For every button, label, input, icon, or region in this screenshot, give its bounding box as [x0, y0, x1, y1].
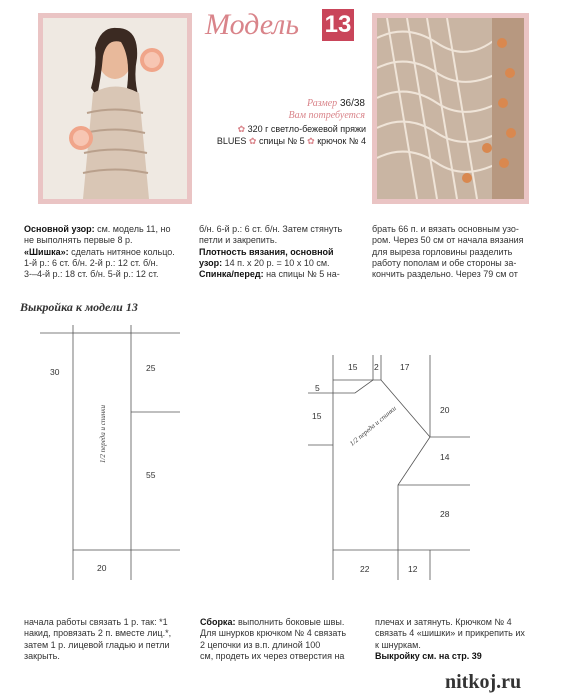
- dim-left-55: 55: [146, 470, 156, 480]
- flower-icon: ✿: [237, 124, 246, 134]
- text-line: не выполнять первые 8 р.: [24, 235, 133, 246]
- text-line: Сборка: выполнить боковые швы.: [200, 617, 345, 627]
- dim-right-22: 22: [360, 564, 370, 574]
- text-line: для выреза горловины разделить: [372, 246, 513, 257]
- text-line: см, продеть их через отверстия на: [200, 650, 345, 661]
- text-line: Выкройку см. на стр. 39: [375, 650, 482, 661]
- text-line: связать 4 «шишки» и прикрепить их: [375, 628, 525, 639]
- dim-right-28: 28: [440, 509, 450, 519]
- dim-left-20: 20: [97, 563, 107, 573]
- text-line: узор: 14 п. х 20 р. = 10 х 10 см.: [199, 257, 330, 268]
- text-line: закрыть.: [24, 650, 60, 661]
- text-line: Спинка/перед: на спицы № 5 на-: [199, 269, 340, 280]
- text-line: начала работы связать 1 р. так: *1: [24, 617, 168, 627]
- dim-left-30: 30: [50, 367, 60, 377]
- dim-right-12: 12: [408, 564, 418, 574]
- watermark: nitkoj.ru: [445, 671, 522, 693]
- text-line: плечах и затянуть. Крючком № 4: [375, 617, 512, 627]
- dim-right-5: 5: [315, 383, 320, 393]
- dim-right-15-left: 15: [312, 411, 322, 421]
- pattern-left-label: 1/2 переда и спинки: [99, 404, 107, 464]
- size-label: Размер: [306, 98, 338, 109]
- needs-label: Вам потребуется: [288, 110, 365, 121]
- text-line: работу пополам и обе стороны за-: [372, 257, 517, 268]
- text-line: затем 1 р. лицевой гладью и петли: [24, 639, 170, 650]
- flower-icon: ✿: [307, 136, 315, 146]
- pattern-shape-poly: [333, 380, 430, 550]
- text-line: 1-й р.: 6 ст. б/н. 2-й р.: 12 ст. б/н.: [24, 257, 159, 268]
- text-line: ром. Через 50 см от начала вязания: [372, 235, 524, 246]
- dim-right-20: 20: [440, 405, 450, 415]
- text-line: Для шнурков крючком № 4 связать: [200, 628, 347, 639]
- flower-icon: ✿: [248, 136, 257, 146]
- dim-left-25: 25: [146, 363, 156, 373]
- dim-right-15-top: 15: [348, 362, 358, 372]
- bottom-column-2: [200, 617, 365, 662]
- text-line: петли и закрепить.: [199, 235, 278, 246]
- pattern-right-label: 1/2 переда и спинки: [348, 404, 398, 448]
- text-line: Основной узор: см. модель 11, но: [24, 224, 171, 234]
- model-title-text: Модель: [205, 8, 300, 41]
- dim-right-2: 2: [374, 362, 379, 372]
- bottom-column-3: [375, 617, 540, 662]
- hook-text: крючок № 4: [317, 136, 366, 146]
- text-line: «Шишка»: сделать нитяное кольцо.: [24, 246, 175, 257]
- text-line: Плотность вязания, основной: [199, 246, 334, 257]
- text-line: б/н. 6-й р.: 6 ст. б/н. Затем стянуть: [199, 224, 343, 234]
- text-line: брать 66 п. и вязать основным узо-: [372, 224, 519, 234]
- text-line: к шнуркам.: [375, 639, 421, 650]
- text-line: 3-–4-й р.: 18 ст. б/н. 5-й р.: 12 ст.: [24, 269, 159, 280]
- dim-right-17: 17: [400, 362, 410, 372]
- bottom-column-1: [24, 617, 189, 662]
- text-line: кончить раздельно. Через 79 см от: [372, 269, 518, 280]
- dim-right-14: 14: [440, 452, 450, 462]
- needles-text: спицы № 5: [258, 136, 305, 146]
- pattern-title: Выкройка к модели 13: [20, 300, 138, 314]
- brand-name: BLUES: [216, 136, 247, 146]
- yarn-text: 320 г светло-бежевой пряжи: [247, 124, 366, 134]
- text-line: 2 цепочки из в.п. длиной 100: [200, 639, 321, 650]
- size-value: 36/38: [339, 98, 365, 109]
- text-line: накид, провязать 2 п. вместе лиц.*,: [24, 628, 172, 639]
- model-number: 13: [324, 11, 352, 38]
